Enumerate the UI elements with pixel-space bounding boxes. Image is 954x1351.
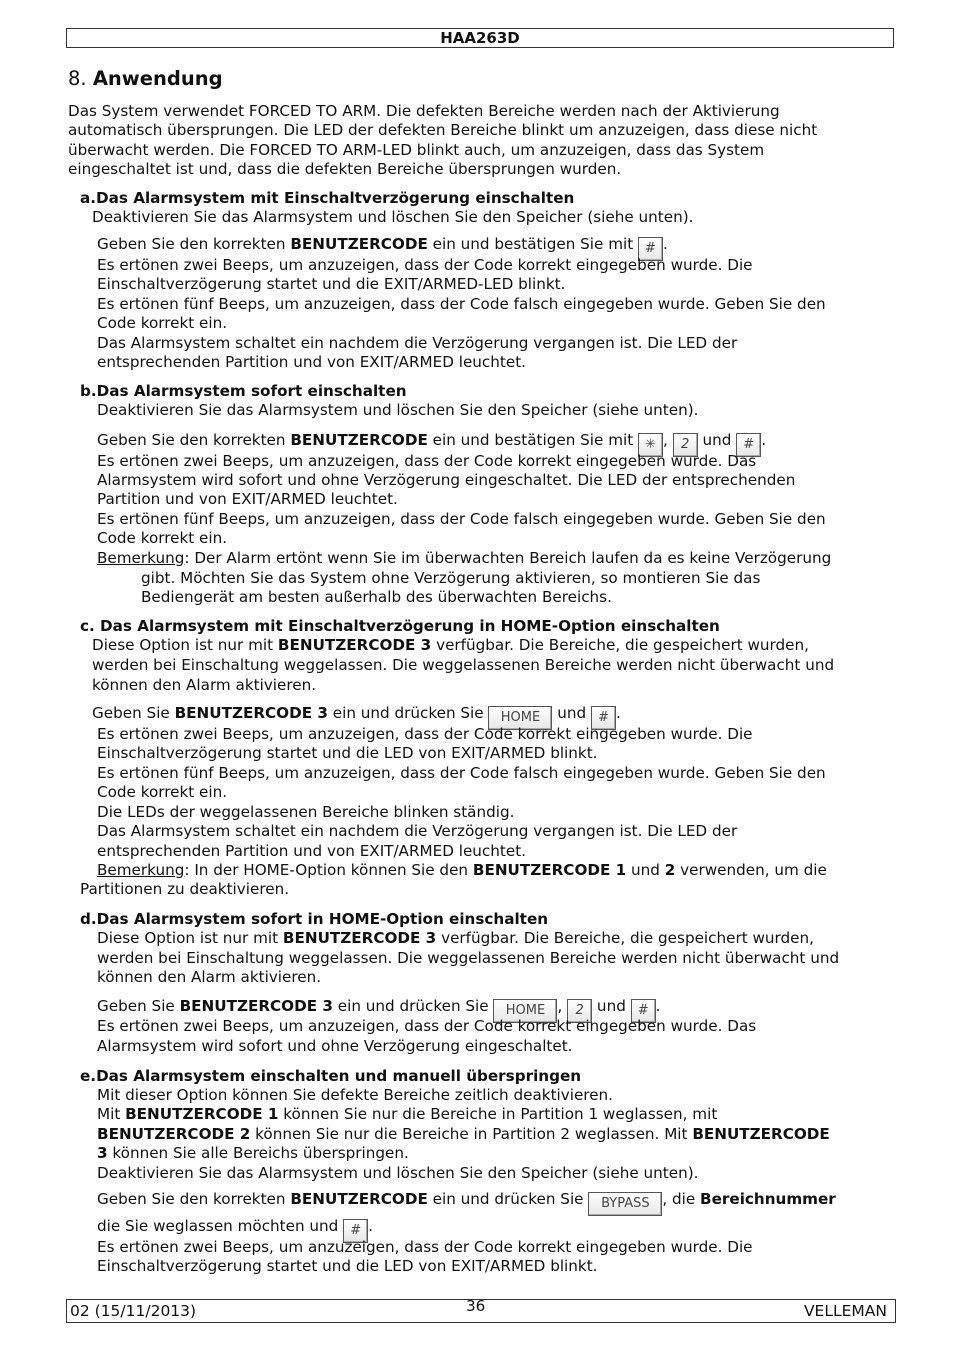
e-text-line: Mit dieser Option können Sie defekte Bereiche zeitlich deaktivieren. bbox=[97, 1086, 614, 1104]
section-title: 8. Anwendung bbox=[68, 67, 223, 90]
e-text-line: Mit BENUTZERCODE 1 können Sie nur die Bereiche in Partition 1 weglassen, mit bbox=[97, 1105, 718, 1123]
b-text-line: Code korrekt ein. bbox=[97, 529, 228, 547]
footer-version: 02 (15/11/2013) bbox=[70, 1302, 197, 1320]
two-key-icon: 2 bbox=[567, 999, 592, 1023]
e-deactivate-line: Deaktivieren Sie das Alarmsystem und löschen Sie den Speicher (siehe unten). bbox=[97, 1164, 699, 1182]
c-text-line: Einschaltverzögerung startet und die LED von EXIT/ARMED blinkt. bbox=[97, 744, 598, 762]
c-text-line: Es ertönen fünf Beeps, um anzuzeigen, dass der Code falsch eingegeben wurde. Geben Sie den bbox=[97, 764, 826, 782]
e-text-line: BENUTZERCODE 2 können Sie nur die Bereiche in Partition 2 weglassen. Mit BENUTZERCODE bbox=[97, 1125, 830, 1143]
d-step-line: Geben Sie BENUTZERCODE 3 ein und drücken Sie HOME , 2 und # . bbox=[97, 997, 661, 1023]
hash-key-icon: # bbox=[591, 706, 616, 730]
a-deactivate-line: Deaktivieren Sie das Alarmsystem und löschen Sie den Speicher (siehe unten). bbox=[92, 208, 694, 226]
intro-line: automatisch übersprungen. Die LED der defekten Bereiche blinkt um anzuzeigen, dass diese nicht bbox=[68, 121, 818, 139]
d-text-line: Alarmsystem wird sofort und ohne Verzögerung eingeschaltet. bbox=[97, 1037, 573, 1055]
subsection-c-heading: c. Das Alarmsystem mit Einschaltverzögerung in HOME-Option einschalten bbox=[80, 617, 720, 635]
hash-key-icon: # bbox=[638, 237, 663, 261]
subsection-e-heading: e.Das Alarmsystem einschalten und manuell überspringen bbox=[80, 1067, 582, 1085]
b-text-line: Es ertönen zwei Beeps, um anzuzeigen, dass der Code korrekt eingegeben wurde. Das bbox=[97, 452, 757, 470]
e-text-line: Einschaltverzögerung startet und die LED von EXIT/ARMED blinkt. bbox=[97, 1257, 598, 1275]
hash-key-icon: # bbox=[736, 433, 761, 457]
intro-line: Das System verwendet FORCED TO ARM. Die defekten Bereiche werden nach der Aktivierung bbox=[68, 102, 780, 120]
e-step-line: die Sie weglassen möchten und # . bbox=[97, 1217, 373, 1243]
e-text-line: Es ertönen zwei Beeps, um anzuzeigen, dass der Code korrekt eingegeben wurde. Die bbox=[97, 1238, 753, 1256]
d-option-line: werden bei Einschaltung weggelassen. Die weggelassenen Bereiche werden nicht überwacht und bbox=[97, 949, 840, 967]
hash-key-icon: # bbox=[343, 1219, 368, 1243]
c-step-line: Geben Sie BENUTZERCODE 3 ein und drücken Sie HOME und # . bbox=[92, 704, 621, 730]
page-header: HAA263D bbox=[66, 28, 894, 48]
page-number: 36 bbox=[466, 1297, 486, 1315]
c-text-line: Es ertönen zwei Beeps, um anzuzeigen, dass der Code korrekt eingegeben wurde. Die bbox=[97, 725, 753, 743]
c-text-line: Das Alarmsystem schaltet ein nachdem die Verzögerung vergangen ist. Die LED der bbox=[97, 822, 738, 840]
b-text-line: Es ertönen fünf Beeps, um anzuzeigen, dass der Code falsch eingegeben wurde. Geben Sie den bbox=[97, 510, 826, 528]
intro-line: überwacht werden. Die FORCED TO ARM-LED blinkt auch, um anzuzeigen, dass das System bbox=[68, 141, 765, 159]
b-step-line: Geben Sie den korrekten BENUTZERCODE ein und bestätigen Sie mit ✳ , 2 und # . bbox=[97, 431, 766, 457]
b-text-line: Partition und von EXIT/ARMED leuchtet. bbox=[97, 490, 398, 508]
e-step-line: Geben Sie den korrekten BENUTZERCODE ein und drücken Sie BYPASS , die Bereichnummer bbox=[97, 1190, 836, 1216]
c-note-line: Partitionen zu deaktivieren. bbox=[80, 880, 290, 898]
home-key-icon: HOME bbox=[493, 999, 557, 1023]
d-option-line: Diese Option ist nur mit BENUTZERCODE 3 verfügbar. Die Bereiche, die gespeichert wurden, bbox=[97, 929, 814, 947]
a-text-line: Das Alarmsystem schaltet ein nachdem die Verzögerung vergangen ist. Die LED der bbox=[97, 334, 738, 352]
b-text-line: Alarmsystem wird sofort und ohne Verzögerung eingeschaltet. Die LED der entsprechenden bbox=[97, 471, 796, 489]
c-option-line: werden bei Einschaltung weggelassen. Die weggelassenen Bereiche werden nicht überwacht und bbox=[92, 656, 835, 674]
a-text-line: Es ertönen zwei Beeps, um anzuzeigen, dass der Code korrekt eingegeben wurde. Die bbox=[97, 256, 753, 274]
star-key-icon: ✳ bbox=[638, 433, 663, 457]
b-note-line: Bediengerät am besten außerhalb des überwachten Bereichs. bbox=[141, 588, 612, 606]
b-note-line: Bemerkung: Der Alarm ertönt wenn Sie im überwachten Bereich laufen da es keine Verzögerung bbox=[97, 549, 832, 567]
a-text-line: entsprechenden Partition und von EXIT/ARMED leuchtet. bbox=[97, 353, 526, 371]
c-text-line: Code korrekt ein. bbox=[97, 783, 228, 801]
subsection-a-heading: a.Das Alarmsystem mit Einschaltverzögerung einschalten bbox=[80, 189, 575, 207]
two-key-icon: 2 bbox=[673, 433, 698, 457]
e-text-line: 3 können Sie alle Bereichs überspringen. bbox=[97, 1144, 409, 1162]
hash-key-icon: # bbox=[631, 999, 656, 1023]
a-text-line: Einschaltverzögerung startet und die EXIT/ARMED-LED blinkt. bbox=[97, 275, 566, 293]
home-key-icon: HOME bbox=[488, 706, 552, 730]
c-text-line: entsprechenden Partition und von EXIT/ARMED leuchtet. bbox=[97, 842, 526, 860]
b-note-line: gibt. Möchten Sie das System ohne Verzögerung aktivieren, so montieren Sie das bbox=[141, 569, 761, 587]
c-option-line: Diese Option ist nur mit BENUTZERCODE 3 verfügbar. Die Bereiche, die gespeichert wurden, bbox=[92, 636, 809, 654]
a-text-line: Code korrekt ein. bbox=[97, 314, 228, 332]
a-text-line: Es ertönen fünf Beeps, um anzuzeigen, dass der Code falsch eingegeben wurde. Geben Sie den bbox=[97, 295, 826, 313]
c-option-line: können den Alarm aktivieren. bbox=[92, 676, 317, 694]
subsection-b-heading: b.Das Alarmsystem sofort einschalten bbox=[80, 382, 407, 400]
subsection-d-heading: d.Das Alarmsystem sofort in HOME-Option einschalten bbox=[80, 910, 549, 928]
footer-brand: VELLEMAN bbox=[803, 1302, 887, 1320]
d-option-line: können den Alarm aktivieren. bbox=[97, 968, 322, 986]
c-text-line: Die LEDs der weggelassenen Bereiche blinken ständig. bbox=[97, 803, 515, 821]
bypass-key-icon: BYPASS bbox=[588, 1192, 662, 1216]
d-text-line: Es ertönen zwei Beeps, um anzuzeigen, dass der Code korrekt eingegeben wurde. Das bbox=[97, 1017, 757, 1035]
c-note-line: Bemerkung: In der HOME-Option können Sie den BENUTZERCODE 1 und 2 verwenden, um die bbox=[97, 861, 827, 879]
intro-line: eingeschaltet ist und, dass die defekten Bereiche übersprungen wurden. bbox=[68, 160, 622, 178]
b-deactivate-line: Deaktivieren Sie das Alarmsystem und löschen Sie den Speicher (siehe unten). bbox=[97, 401, 699, 419]
a-step-line: Geben Sie den korrekten BENUTZERCODE ein und bestätigen Sie mit # . bbox=[97, 235, 668, 261]
